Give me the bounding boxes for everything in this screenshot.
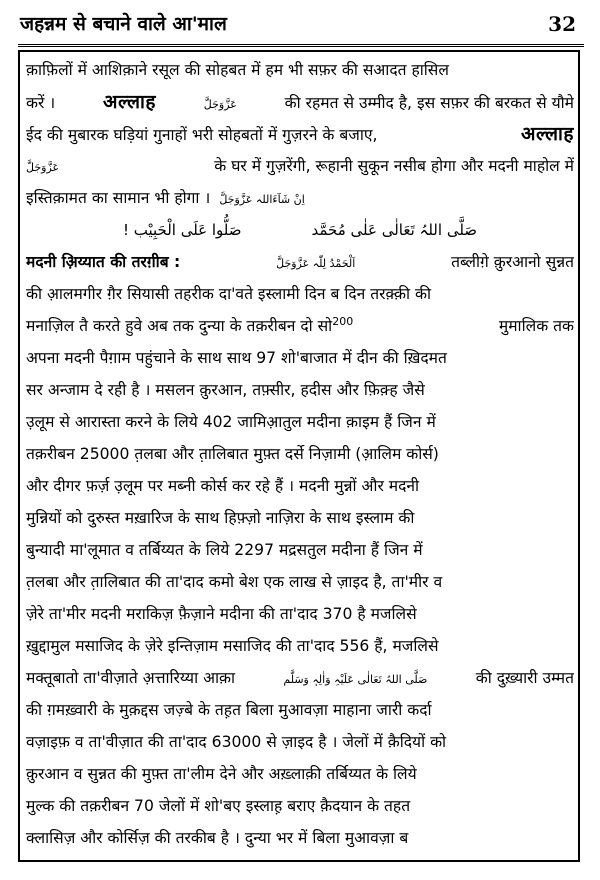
text-segment: मक्तूबातो ता'वीज़ाते अ़त्तारिय्या आक़ा [26,669,236,687]
superscript-number: 200 [332,314,354,328]
text-segment: मुमालिक तक [498,317,574,335]
text-segment: की दुख़्यारी उम्मत [475,669,574,687]
text-segment [26,310,353,342]
text-line [26,598,574,630]
text-segment: अपना मदनी पैग़ाम पहुंचाने के साथ साथ 97 शो'बाजात में दीन की ख़िदमत [26,349,447,367]
text-segment: सर अन्जाम दे रही है । मसलन क़ुरआन, तफ़्सीर, हदीस और फ़िक़्ह जैसे [26,381,425,399]
text-line [26,630,574,662]
text-segment: की ग़मख़्वारी के मुक़द्दस जज़्बे के तह़त बिला मुआवज़ा माहाना जारी कर्दा [26,701,432,719]
text-segment: तब्लीग़े क़ुरआनो सुन्नत [451,253,574,271]
text-line [26,310,574,342]
text-segment: की रहमत से उम्मीद है, इस सफ़र की बरकत से यौमे [284,94,574,112]
text-line [26,790,574,822]
text-line [26,758,574,790]
arabic-honorific: عَزَّوَجَلَّ [203,98,237,111]
arabic-insha-allah: اِنْ شَآءَاللہ عَزَّوَجَلَّ [219,193,305,206]
text-segment: की आ़लमगीर ग़ैर सियासी तहरीक दा'वते इस्लामी दिन ब दिन तरक़्क़ी की [26,285,432,303]
text-line [26,470,574,502]
text-line [26,342,574,374]
text-segment: वज़ाइफ़ व ता'वीज़ात की ता'दाद 63000 से ज़ाइद है । जेलों में क़ैदियों को [26,733,447,751]
text-segment: उ़लूम से आरास्ता करने के लिये 402 जामिआ़तुल मदीना क़ाइम हैं जिन में [26,413,436,431]
text-segment: मुन्नियों को दुरुस्त मख़ारिज के साथ हिफ़्ज़ो नाज़िरा के साथ इस्लाम की [26,509,415,527]
header-title: जहन्नम से बचाने वाले आ'माल [20,13,227,35]
text-line [26,54,574,86]
text-line [26,182,574,214]
text-line [26,278,574,310]
text-segment: ज़ेरे ता'मीर मदनी मराकिज़ फ़ैज़ाने मदीना की ता'दाद 370 है मजलिसे [26,605,417,623]
page-header [18,10,584,47]
text-line [26,374,574,406]
text-line [26,694,574,726]
text-line [26,662,574,694]
body-text [26,54,574,854]
text-line [26,150,574,182]
text-line [26,406,574,438]
text-segment: क्लासिज़ और कोर्सिज़ की तरकीब है । दुन्या भर में बिला मुआवज़ा ब [26,829,409,847]
text-line [26,118,574,150]
text-segment: तक़रीबन 25000 त़लबा और त़ालिबात मुफ़्त दर्से निज़ामी (आ़लिम कोर्स) [26,445,439,463]
text-line [26,502,574,534]
text-segment: मुल्क की तक़रीबन 70 जेलों में शो'बए इस्लाह़ बराए क़ैदयान के तहत [26,797,411,815]
text-segment: के घर में गुज़रेंगी, रूहानी सुकून नसीब होगा और मदनी माहोल में [214,157,574,175]
arabic-alhamdulillah: اَلْحَمْدُ لِلّٰہ عَزَّوَجَلَّ [276,257,356,270]
text-line [26,438,574,470]
text-line [26,246,574,278]
arabic-durood-call: صَلُّوا عَلَی الْحَبِیْب ! [122,221,242,239]
text-segment: इस्तिक़ामत का सामान भी होगा । [26,189,211,207]
text-segment: ईद की मुबारक घड़ियां गुनाहों भरी सोहबतों में गुज़रने के बजाए, [26,126,378,144]
allah-calligraphy: अल्लाह [103,91,156,113]
allah-calligraphy: अल्लाह [521,123,574,145]
text-line [26,566,574,598]
arabic-durood: صَلَّی اللہُ تَعَالٰی عَلٰی مُحَمَّد [311,221,478,239]
text-segment: मनाज़िल तै करते हुवे अब तक दुन्या के तक़रीबन दो सो [26,317,333,335]
section-heading: मदनी अ़िय्यात की तरग़ीब : [26,253,181,271]
text-segment: और दीगर फ़र्ज़ उ़लूम पर मब्नी कोर्स कर रहे हैं । मदनी मुन्नों और मदनी [26,477,420,495]
page-number: 32 [548,12,576,36]
text-line [26,726,574,758]
text-segment: करें । [26,94,56,112]
durood-line [26,214,574,246]
text-segment: क़ुरआन व सुन्नत की मुफ़्त ता'लीम देने और अख़्लाक़ी तर्बिय्यत के लिये [26,765,417,783]
text-segment: त़लबा और त़ालिबात की ता'दाद कमो बेश एक लाख से ज़ाइद है, ता'मीर व [26,573,443,591]
text-line [26,822,574,854]
text-line [26,86,574,118]
arabic-salawat: صَلَّی اللہُ تَعَالٰی عَلَیْہِ وَاٰلِہٖ وَسَلَّم [283,673,428,686]
text-segment: ख़ुद्दामुल मसाजिद के ज़ेरे इन्तिज़ाम मसाजिद की ता'दाद 556 हैं, मजलिसे [26,637,439,655]
text-line [26,534,574,566]
text-segment: क़ाफ़िलों में आशिक़ाने रसूल की सोहबत में हम भी सफ़र की सआदत हासिल [26,61,449,79]
text-segment: बुन्यादी मा'लूमात व तर्बिय्यत के लिये 2297 मद्रसतुल मदीना हैं जिन में [26,541,423,559]
arabic-honorific: عَزَّوَجَلَّ [26,161,60,174]
